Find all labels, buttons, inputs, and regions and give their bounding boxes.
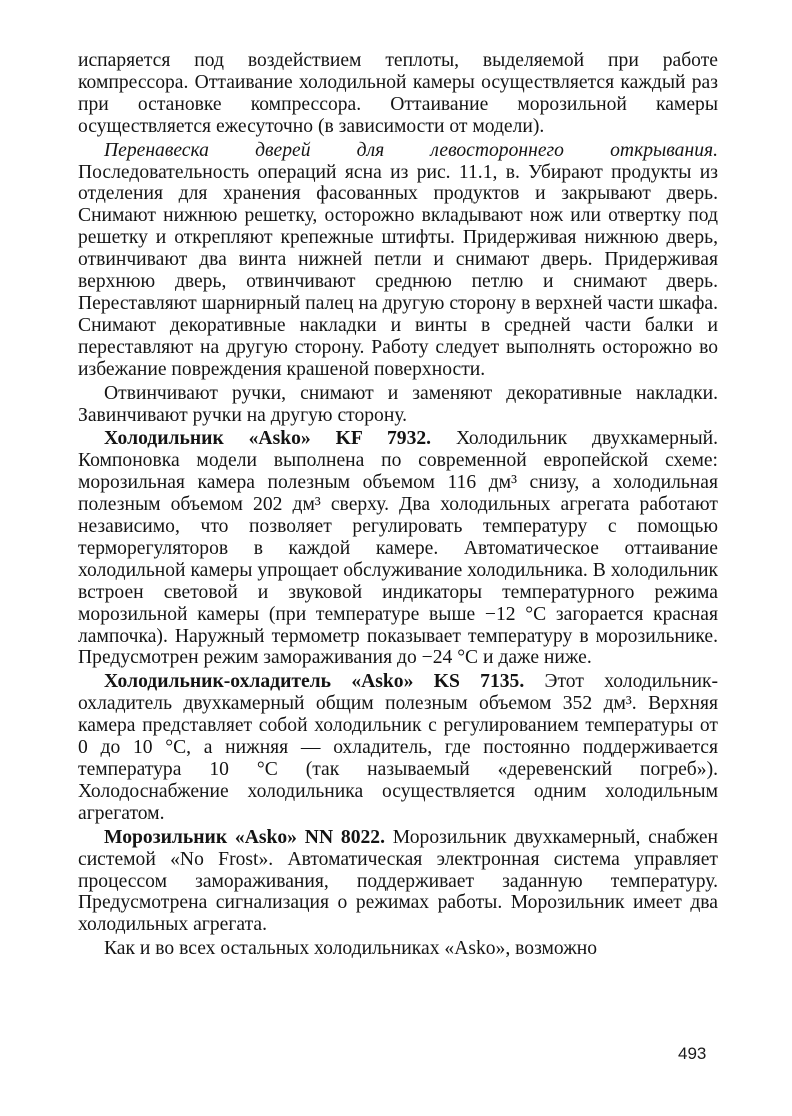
paragraph-asko-ks7135-text: Этот холодильник-охладитель двухкамерный общим полезным объемом 352 дм³. Верхняя камера представляет собой холодильник с регулированием температуры от 0 до 10 °С, а нижняя — охладитель, где постоянно поддерживается температура 10 °С (так называемый «деревенский погреб»). Холодоснабжение холодильника осуществляется одним холодильным агрегатом. bbox=[78, 671, 718, 824]
page-text bbox=[78, 50, 718, 960]
paragraph-defrost bbox=[78, 50, 718, 138]
paragraph-handles bbox=[78, 383, 718, 427]
paragraph-asko-continued-text: Как и во всех остальных холодильниках «Asko», возможно bbox=[104, 938, 598, 960]
paragraph-asko-kf7932-text: Холодильник двухкамерный. Компоновка модели выполнена по современной европейской схеме: морозильная камера полезным объемом 116 дм³ снизу, а холодильная полезным объемом 202 дм³ сверху. Два холодильных агрегата работают независимо, что позволяет регулировать температуру с помощью терморегуляторов в каждой камере. Автоматическое оттаивание холодильной камеры упрощает обслуживание холодильника. В холодильник встроен световой и звуковой индикаторы температурного режима морозильной камеры (при температуре выше −12 °С загорается красная лампочка). Наружный термометр показывает температуру в морозильнике. Предусмотрен режим замораживания до −24 °С и даже ниже. bbox=[78, 428, 718, 669]
paragraph-asko-continued bbox=[78, 938, 718, 960]
paragraph-asko-nn8022 bbox=[78, 827, 718, 937]
paragraph-asko-nn8022-heading: Морозильник «Asko» NN 8022. bbox=[104, 826, 385, 848]
paragraph-asko-ks7135-heading: Холодильник-охладитель «Asko» KS 7135. bbox=[104, 671, 525, 693]
paragraph-door-rehang-text: Последовательность операций ясна из рис. 11.1, в. Убирают продукты из отделения для хранения фасованных продуктов и закрывают дверь. Снимают нижнюю решетку, осторожно вкладывают нож или отвертку под решетку и открепляют крепежные штифты. Придерживая нижнюю дверь, отвинчивают два винта нижней петли и снимают дверь. Придерживая верхнюю дверь, отвинчивают среднюю петлю и снимают дверь. Переставляют шарнирный палец на другую сторону в верхней части шкафа. Снимают декоративные накладки и винты в средней части балки и переставляют на другую сторону. Работу следует выполнять осторожно во избежание повреждения крашеной поверхности. bbox=[78, 161, 718, 380]
paragraph-asko-nn8022-text: Морозильник двухкамерный, снабжен системой «No Frost». Автоматическая электронная система управляет процессом замораживания, поддерживает заданную температуру. Предусмотрена сигнализация о режимах работы. Морозильник имеет два холодильных агрегата. bbox=[78, 826, 718, 936]
paragraph-asko-ks7135 bbox=[78, 671, 718, 824]
paragraph-asko-kf7932-heading: Холодильник «Asko» KF 7932. bbox=[104, 428, 432, 450]
page-number: 493 bbox=[678, 1044, 707, 1063]
paragraph-door-rehang-heading: Перенавеска дверей для левостороннего открывания. bbox=[104, 139, 718, 161]
paragraph-handles-text: Отвинчивают ручки, снимают и заменяют декоративные накладки. Завинчивают ручки на другую сторону. bbox=[78, 382, 718, 426]
paragraph-door-rehang bbox=[78, 140, 718, 381]
paragraph-asko-kf7932 bbox=[78, 428, 718, 669]
paragraph-defrost-text: испаряется под воздействием теплоты, выделяемой при работе компрессора. Оттаивание холодильной камеры осуществляется каждый раз при остановке компрессора. Оттаивание морозильной камеры осуществляется ежесуточно (в зависимости от модели). bbox=[78, 50, 718, 137]
